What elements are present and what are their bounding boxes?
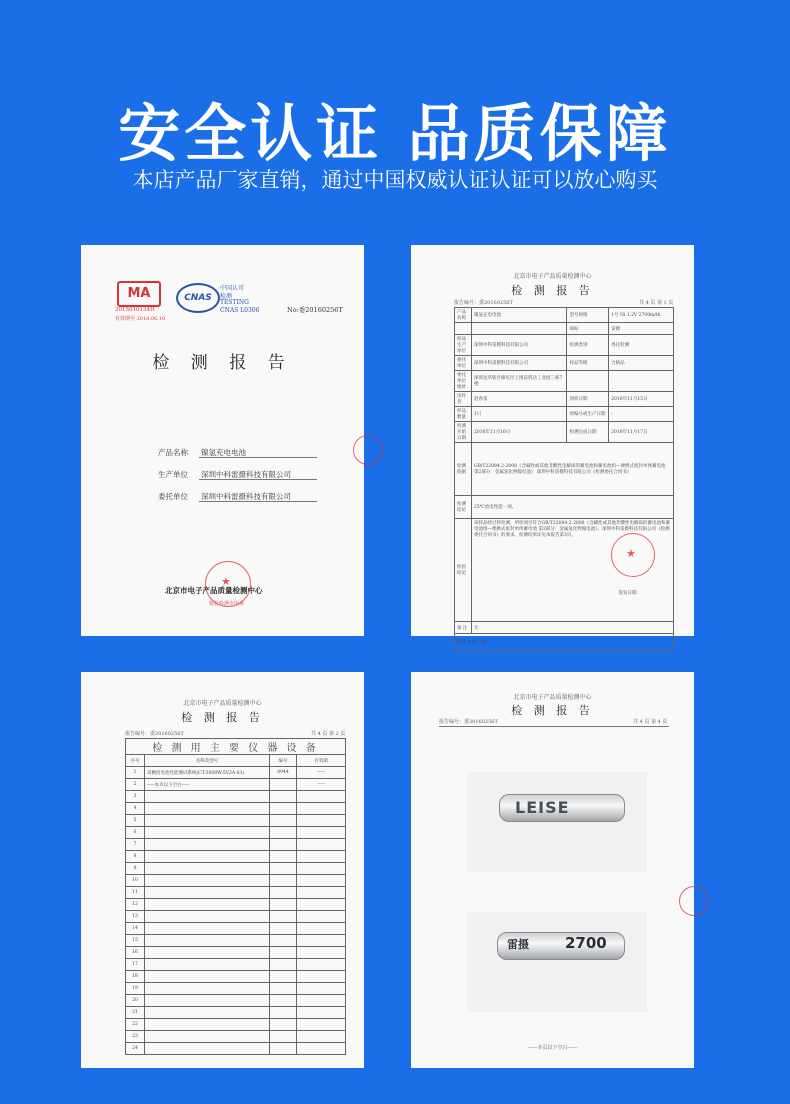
client-value: 深圳中科雷摄科技有限公司 <box>201 492 291 501</box>
table-cell <box>297 803 346 815</box>
table-cell: 24 <box>126 1043 145 1055</box>
report-number: 报告编号：委20160256T <box>454 300 513 306</box>
table-row <box>126 947 346 959</box>
table-cell <box>270 1007 297 1019</box>
table-cell: 13 <box>126 911 145 923</box>
cma-logo-icon: MA <box>117 281 161 307</box>
table-cell <box>145 923 270 935</box>
page-number: 共 4 页 第 2 页 <box>311 731 346 737</box>
table-cell <box>145 1007 270 1019</box>
table-cell: 1只 <box>472 407 567 422</box>
table-cell: 14 <box>126 923 145 935</box>
table-cell <box>270 839 297 851</box>
table-row <box>126 875 346 887</box>
table-row <box>126 791 346 803</box>
table-cell: 6 <box>126 827 145 839</box>
edge-seal-stamp <box>679 886 709 916</box>
issuer-name: 北京市电子产品质量检测中心 <box>165 586 263 595</box>
equipment-list-page[interactable] <box>81 672 364 1068</box>
cnas-line4: CNAS L0306 <box>220 307 260 314</box>
table-cell <box>270 791 297 803</box>
table-cell: 21 <box>126 1007 145 1019</box>
table-cell <box>270 815 297 827</box>
table-cell <box>297 959 346 971</box>
table-cell: 10 <box>126 875 145 887</box>
table-header: 序号 <box>126 755 145 767</box>
table-cell: ----- <box>297 767 346 779</box>
basis-text: GB/T22084.2-2008《含碱性或其他非酸性电解质的蓄电池和蓄电池组—便携式密封单体蓄电池 第2部分：金属氢化物镍电池》 深圳中科雷摄科技有限公司《检测委托合同书》 <box>472 443 674 496</box>
divider <box>439 726 669 727</box>
product-label: 产品名称 <box>158 448 188 457</box>
table-row <box>126 851 346 863</box>
table-cell <box>609 371 674 392</box>
table-cell <box>297 995 346 1007</box>
table-cell <box>270 1043 297 1055</box>
issuer-name: 北京市电子产品质量检测中心 <box>183 700 262 707</box>
table-cell <box>297 827 346 839</box>
table-header: 编号 <box>270 755 297 767</box>
client-label: 委托单位 <box>158 492 188 501</box>
table-cell <box>472 323 567 335</box>
table-cell <box>145 911 270 923</box>
table-row <box>126 983 346 995</box>
certificate-cover-page[interactable] <box>81 245 364 636</box>
table-cell <box>145 899 270 911</box>
battery-photo-1 <box>467 772 647 872</box>
table-row <box>126 911 346 923</box>
table-cell: 委托单位地址 <box>455 371 472 392</box>
table-cell <box>270 923 297 935</box>
cnas-line1: 中国认可 <box>220 285 245 292</box>
table-cell <box>297 923 346 935</box>
table-row <box>126 767 346 779</box>
table-cell <box>297 947 346 959</box>
table-cell: 委托单位 <box>455 356 472 371</box>
table-row <box>126 923 346 935</box>
table-row <box>455 407 674 422</box>
table-cell <box>270 959 297 971</box>
eval-label: 检验结论 <box>455 519 472 622</box>
cma-code: 2015010134H <box>115 307 155 313</box>
table-row <box>455 371 674 392</box>
table-cell <box>297 851 346 863</box>
table-cell: 样品等级 <box>567 356 609 371</box>
table-cell: 商标 <box>567 323 609 335</box>
table-cell: ----- <box>297 779 346 791</box>
table-row <box>126 815 346 827</box>
table-cell: - <box>609 407 674 422</box>
report-number: No:委20160256T <box>287 306 343 314</box>
table-row <box>455 356 674 371</box>
table-cell: 12 <box>126 899 145 911</box>
table-cell <box>297 899 346 911</box>
battery-photo-2 <box>467 912 647 1012</box>
report-number: 报告编号：委20160256T <box>125 731 184 737</box>
table-cell: 15 <box>126 935 145 947</box>
table-cell <box>270 779 297 791</box>
table-cell <box>145 863 270 875</box>
table-cell: 深圳中科雷摄科技有限公司 <box>472 335 567 356</box>
table-cell: 2016年11月17日 <box>609 422 674 443</box>
cnas-logo-icon: CNAS <box>176 283 220 313</box>
issuer-name: 北京市电子产品质量检测中心 <box>513 273 592 280</box>
table-cell: 17 <box>126 959 145 971</box>
table-cell <box>270 827 297 839</box>
table-cell <box>145 983 270 995</box>
table-cell: 22 <box>126 1019 145 1031</box>
seal-star-icon: ★ <box>626 547 636 560</box>
table-cell: 1号 Ni 1.2V 2700mAh <box>609 308 674 323</box>
table-row <box>455 422 674 443</box>
table-cell <box>145 887 270 899</box>
blank-footer: ——本页以下空白—— <box>527 1045 578 1051</box>
table-cell <box>297 1031 346 1043</box>
table-cell: 2016年11月16日 <box>472 422 567 443</box>
table-cell: 样品生产单位 <box>455 335 472 356</box>
report-info-table <box>454 307 674 651</box>
table-cell: 检测类别 <box>567 335 609 356</box>
table-cell <box>270 995 297 1007</box>
cma-date: 有效期至 2018.06.10 <box>115 316 166 322</box>
report-title: 检 测 报 告 <box>181 711 264 724</box>
table-row <box>455 323 674 335</box>
report-title: 检 测 报 告 <box>511 284 594 297</box>
table-cell <box>270 887 297 899</box>
table-cell: 8 <box>126 851 145 863</box>
issuer-name: 北京市电子产品质量检测中心 <box>513 694 592 701</box>
maker-value: 深圳中科雷摄科技有限公司 <box>201 470 291 479</box>
table-cell: -----本页以下空白----- <box>145 779 270 791</box>
divider <box>199 457 317 458</box>
table-header: 名称及型号 <box>145 755 270 767</box>
table-cell: 镍氢充电电池 <box>472 308 567 323</box>
table-cell <box>270 935 297 947</box>
table-cell <box>145 935 270 947</box>
table-row <box>126 1007 346 1019</box>
table-cell: 送样者 <box>455 392 472 407</box>
remark-label: 备 注 <box>455 622 472 634</box>
battery-brand: LEISE <box>515 798 570 817</box>
table-cell: 4 <box>126 803 145 815</box>
table-cell <box>270 863 297 875</box>
remark-value: 无 <box>472 622 674 634</box>
report-number: 报告编号：委20160256T <box>439 719 498 725</box>
table-cell: 合格品 <box>609 356 674 371</box>
table-cell <box>145 791 270 803</box>
table-cell <box>270 803 297 815</box>
table-cell: 产品名称 <box>455 308 472 323</box>
table-cell: 2016年11月15日 <box>609 392 674 407</box>
table-cell: 1 <box>126 767 145 779</box>
table-cell <box>297 911 346 923</box>
table-cell <box>145 971 270 983</box>
report-title: 检 测 报 告 <box>152 353 293 373</box>
table-cell: 检测开始日期 <box>455 422 472 443</box>
page-heading: 安全认证 品质保障 <box>118 97 672 170</box>
table-cell <box>270 851 297 863</box>
cnas-line2: 检测 <box>220 293 233 300</box>
divider <box>199 479 317 480</box>
table-title: 检 测 用 主 要 仪 器 设 备 <box>126 739 346 755</box>
table-cell <box>297 971 346 983</box>
table-cell: 赵春雷 <box>472 392 567 407</box>
table-cell <box>145 959 270 971</box>
table-cell: 深圳龙华新区樟坑径上围奋钒达工业园三栋7楼 <box>472 371 567 392</box>
report-title: 检 测 报 告 <box>511 704 594 717</box>
page-subheading: 本店产品厂家直销，通过中国权威认证认证可以放心购买 <box>132 168 658 192</box>
stamp-text: 检验检测专用章 <box>209 601 245 607</box>
result-label: 检测结论 <box>455 496 472 519</box>
table-row <box>126 1019 346 1031</box>
table-row <box>126 839 346 851</box>
table-cell <box>297 815 346 827</box>
table-cell <box>270 971 297 983</box>
table-cell <box>297 935 346 947</box>
table-row <box>126 803 346 815</box>
table-cell: 5 <box>126 815 145 827</box>
table-cell: 0944 <box>270 767 297 779</box>
table-cell <box>145 1043 270 1055</box>
table-cell: 9 <box>126 863 145 875</box>
divider <box>199 501 317 502</box>
table-cell: 18 <box>126 971 145 983</box>
table-cell <box>270 1031 297 1043</box>
table-cell <box>270 899 297 911</box>
table-cell: 深圳中科雷摄科技有限公司 <box>472 356 567 371</box>
table-cell: 型号规格 <box>567 308 609 323</box>
table-cell: 委托检测 <box>609 335 674 356</box>
table-row <box>126 971 346 983</box>
table-row <box>126 1043 346 1055</box>
signature-row: 批准 审核 主检 <box>455 634 674 651</box>
product-value: 镍氢充电电池 <box>201 448 246 457</box>
table-cell: 11 <box>126 887 145 899</box>
seal-star-icon: ★ <box>221 575 231 588</box>
sample-photo-page[interactable] <box>411 672 694 1068</box>
table-cell: 23 <box>126 1031 145 1043</box>
cnas-line3: TESTING <box>220 299 249 306</box>
table-cell: 到样日期 <box>567 392 609 407</box>
table-cell: 20 <box>126 995 145 1007</box>
basis-label: 检测依据 <box>455 443 472 496</box>
table-cell <box>297 1019 346 1031</box>
table-cell <box>270 911 297 923</box>
table-cell <box>270 983 297 995</box>
table-cell <box>145 803 270 815</box>
table-cell <box>297 791 346 803</box>
equipment-table <box>125 738 346 1055</box>
table-row <box>126 995 346 1007</box>
table-cell <box>270 947 297 959</box>
table-cell <box>297 1007 346 1019</box>
result-text: 25℃放电性能一项。 <box>472 496 674 519</box>
table-cell: 16 <box>126 947 145 959</box>
table-row <box>126 1031 346 1043</box>
table-cell <box>145 839 270 851</box>
table-cell: 19 <box>126 983 145 995</box>
table-row <box>126 863 346 875</box>
table-row <box>126 827 346 839</box>
eval-text: 该样品经过样检测，所检项目符合GB/T22084.2-2008《含碱性或其他非酸性电解质的蓄电池和蓄电池组—便携式密封单体蓄电池 第2部分：金属氢化物镍电池》、深圳中科雷摄科技有限公司《检测委托合同书》的要求。检测结果详见本报告第3页。 <box>474 521 671 538</box>
table-cell <box>297 1043 346 1055</box>
table-cell: 3 <box>126 791 145 803</box>
table-cell <box>145 1019 270 1031</box>
table-cell <box>145 947 270 959</box>
table-cell: 原编号或生产日期 <box>567 407 609 422</box>
table-row <box>126 779 346 791</box>
table-cell <box>567 371 609 392</box>
table-row <box>126 959 346 971</box>
table-row <box>455 308 674 323</box>
table-cell: 高精度电池性能测试系统(CT-3008W-5V2A-S1) <box>145 767 270 779</box>
table-cell: 检测完成日期 <box>567 422 609 443</box>
table-row <box>455 392 674 407</box>
table-row <box>455 335 674 356</box>
table-cell <box>297 875 346 887</box>
table-row <box>126 899 346 911</box>
table-cell: 样品数量 <box>455 407 472 422</box>
page-number: 共 4 页 第 1 页 <box>639 300 674 306</box>
battery-brand: 雷摄 <box>507 938 529 951</box>
table-row <box>126 935 346 947</box>
table-cell <box>270 875 297 887</box>
table-cell <box>145 995 270 1007</box>
table-cell <box>297 839 346 851</box>
table-cell <box>455 323 472 335</box>
certificate-detail-page[interactable] <box>411 245 694 645</box>
table-header: 有效期 <box>297 755 346 767</box>
table-cell <box>145 827 270 839</box>
table-cell <box>145 1031 270 1043</box>
table-row <box>126 887 346 899</box>
table-cell <box>270 1019 297 1031</box>
table-cell <box>297 983 346 995</box>
edge-seal-stamp <box>353 435 383 465</box>
table-cell: 2 <box>126 779 145 791</box>
sign-date: 签发日期： <box>618 591 641 596</box>
table-cell: 7 <box>126 839 145 851</box>
table-cell <box>145 875 270 887</box>
table-cell <box>145 851 270 863</box>
table-cell <box>297 863 346 875</box>
table-cell <box>297 887 346 899</box>
battery-capacity: 2700 <box>565 934 607 952</box>
table-cell <box>145 815 270 827</box>
table-cell: 雷摄 <box>609 323 674 335</box>
page-number: 共 4 页 第 4 页 <box>633 719 668 725</box>
maker-label: 生产单位 <box>158 470 188 479</box>
